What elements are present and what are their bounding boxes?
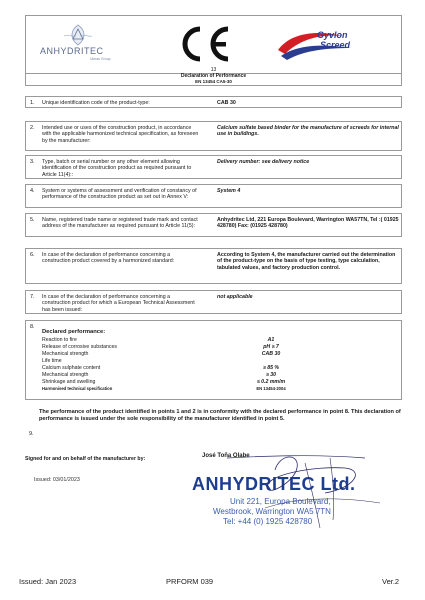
footer-version: Ver.2 bbox=[382, 577, 400, 586]
row-question: In case of the declaration of performance concerning a construction product covered by a harmonized standard: bbox=[42, 252, 175, 265]
footer-issued: Issued: Jan 2023 bbox=[19, 577, 77, 586]
performance-label: Reaction to fire bbox=[42, 337, 77, 343]
row-answer: Anhydritec Ltd, 221 Europa Boulevard, Warrington WA57TN, Tel :( 01925 428780) Fax: (01925 428780) bbox=[217, 217, 399, 230]
stamp-phone: Tel: +44 (0) 1925 428780 bbox=[223, 517, 313, 526]
dop-row-6 bbox=[25, 248, 402, 284]
row-number: 7. bbox=[30, 294, 35, 300]
performance-label: Mechanical strength bbox=[42, 351, 89, 357]
row-answer: System 4 bbox=[217, 188, 241, 194]
conclusion-text: The performance of the product identified in points 1 and 2 is in conformity with the declared performance in point 8. This declaration of performance is issued under the sole responsibility of the manufacturer identified in point 5. bbox=[39, 409, 401, 422]
row-number: 2. bbox=[30, 125, 35, 131]
row-question: In case of the declaration of performance concerning a construction product for which a European Technical Assessment has been issued: bbox=[42, 294, 195, 313]
row-question: Name, registered trade name or registered trade mark and contact address of the manufacturer as required pursuant to Article 11(5): bbox=[42, 217, 198, 230]
screed-brand-text: Screed bbox=[320, 40, 351, 50]
row-answer: not applicable bbox=[217, 294, 253, 300]
row-question: Intended use or uses of the construction product, in accordance with the applicable harmonized technical specification, as foreseen by the manufacturer: bbox=[42, 125, 199, 144]
signatory-name: José Toña Olabe bbox=[202, 453, 250, 459]
row-number: 6. bbox=[30, 252, 35, 258]
row-answer: CAB 30 bbox=[217, 100, 236, 106]
performance-value: EN 13454-2004 bbox=[256, 386, 286, 391]
signed-for-label: Signed for and on behalf of the manufacturer by: bbox=[25, 456, 146, 462]
dop-row-5 bbox=[25, 213, 402, 237]
row-question: System or systems of assessment and verification of constancy of performance of the construction product as set out in Annex V: bbox=[42, 188, 197, 201]
dop-header bbox=[25, 15, 402, 86]
dop-row-2 bbox=[25, 121, 402, 151]
performance-value: A1 bbox=[267, 337, 275, 343]
dop-row-3 bbox=[25, 155, 402, 179]
stamp-company-name: ANHYDRITEC Ltd. bbox=[192, 474, 356, 494]
dop-row-1 bbox=[25, 96, 402, 108]
row-number: 4. bbox=[30, 188, 35, 194]
dop-title: Declaration of Performance bbox=[180, 73, 247, 79]
stamp-address-line-2: Westbrook, Warrington WA5 7TN bbox=[213, 507, 331, 516]
row-answer: Delivery number: see delivery notice bbox=[217, 159, 310, 165]
dop-row-7 bbox=[25, 290, 402, 314]
row-question: Unique identification code of the product-type: bbox=[42, 100, 150, 106]
row-answer: Calcium sulfate based binder for the manufacture of screeds for internal use in buildings. bbox=[217, 125, 399, 138]
performance-title: Declared performance: bbox=[42, 329, 106, 335]
footer-form-number: PRFORM 039 bbox=[166, 577, 214, 586]
brand-name: ANHYDRITEC bbox=[40, 46, 104, 56]
row-number: 8. bbox=[30, 324, 35, 330]
conclusion-number: 9. bbox=[29, 431, 34, 437]
dop-row-4 bbox=[25, 184, 402, 208]
performance-label: Life time bbox=[42, 358, 62, 364]
stamp-address-line-1: Unit 221, Europa Boulevard, bbox=[230, 497, 331, 506]
gyvlon-brand-text: Gyvlon bbox=[317, 30, 348, 40]
handwritten-signature bbox=[205, 448, 395, 538]
notified-body-number: 13 bbox=[210, 67, 217, 73]
performance-value: pH ≥ 7 bbox=[263, 344, 279, 350]
performance-value: ≥ 30 bbox=[265, 372, 277, 378]
anhydritec-logo-icon bbox=[58, 24, 98, 46]
anhydritec-logo bbox=[40, 24, 132, 64]
row-number: 1. bbox=[30, 100, 35, 106]
row-question: Type, batch or serial number or any other element allowing identification of the construction product as required pursuant to Article 11(4):: bbox=[42, 159, 192, 178]
performance-value: CAB 30 bbox=[261, 351, 281, 357]
ce-mark-icon bbox=[173, 22, 233, 66]
row-number: 5. bbox=[30, 217, 35, 223]
performance-label: Release of corrosive substances bbox=[42, 344, 117, 350]
dop-standard: EN 13454 CA5-30 bbox=[195, 79, 232, 84]
performance-label: Mechanical strength bbox=[42, 372, 89, 378]
row-number: 3. bbox=[30, 159, 35, 165]
performance-label: Harmonised technical specification bbox=[42, 386, 113, 391]
performance-value: ≤ 0.2 mm/m bbox=[256, 379, 286, 385]
performance-value: ≥ 85 % bbox=[262, 365, 280, 371]
issued-date: Issued: 03/01/2023 bbox=[34, 477, 80, 483]
declared-performance-section bbox=[25, 320, 402, 400]
gyvlon-screed-logo bbox=[273, 22, 363, 66]
performance-label: Shrinkage and swelling bbox=[42, 379, 96, 385]
performance-label: Calcium sulphate content bbox=[42, 365, 101, 371]
brand-subtitle: Ulmas Group bbox=[90, 57, 111, 61]
row-answer: According to System 4, the manufacturer carried out the determination of the product-type on the basis of type testing, type calculation, tabulated values, and factory production control. bbox=[217, 252, 396, 271]
